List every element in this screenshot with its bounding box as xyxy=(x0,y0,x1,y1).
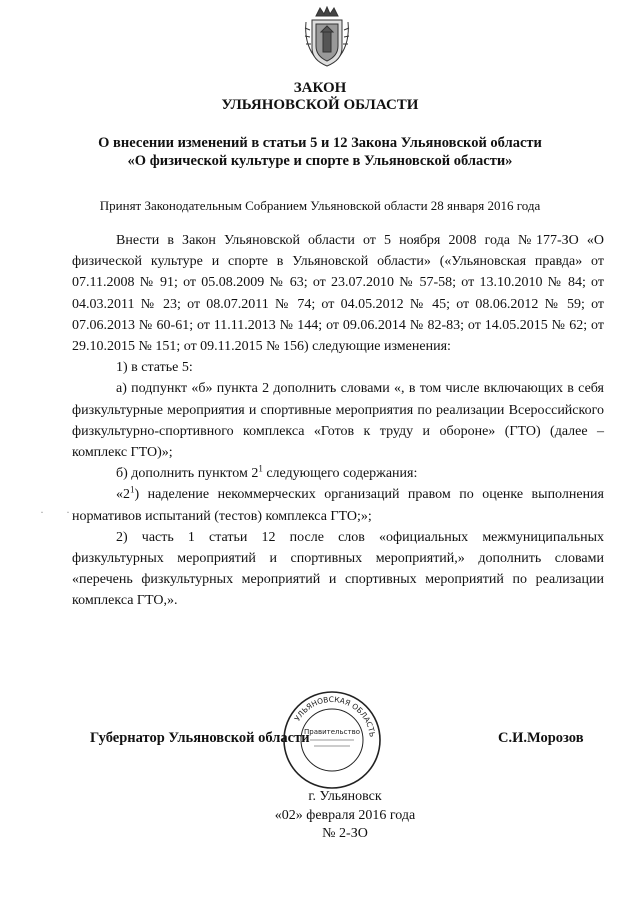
item-1b-text: б) дополнить пунктом 2 xyxy=(116,466,259,482)
item-1b-tail: следующего содержания: xyxy=(262,466,418,482)
seal-inner-text: Правительство xyxy=(304,728,360,736)
city: г. Ульяновск xyxy=(308,789,382,804)
item-1b xyxy=(72,463,604,484)
document-body xyxy=(72,230,604,612)
quoted-point-superscript: 1 xyxy=(130,484,135,495)
title-law: ЗАКОН xyxy=(293,80,347,96)
adoption-note: Принят Законодательным Собранием Ульяновской области 28 января 2016 года xyxy=(99,198,541,213)
quoted-point xyxy=(72,484,604,526)
item-1a: а) подпункт «б» пункта 2 дополнить словами «, в том числе включающих в себя физкультурные мероприятия и спортивные мероприятия по реализации Всероссийского физкультурно-спортивного комплекса «Готов к труду и обороне» (ГТО) (далее – комплекс ГТО)»; xyxy=(72,381,604,461)
document-subject xyxy=(0,134,640,170)
law-number: № 2-ЗО xyxy=(322,826,368,841)
signatory-name: С.И.Морозов xyxy=(498,730,584,746)
date: «02» февраля 2016 года xyxy=(274,807,416,823)
seal-ring-text: УЛЬЯНОВСКАЯ ОБЛАСТЬ xyxy=(292,694,377,738)
title-region: УЛЬЯНОВСКОЙ ОБЛАСТИ xyxy=(221,97,419,113)
coat-of-arms-icon xyxy=(302,6,352,70)
scan-dot: · xyxy=(66,505,70,519)
signatory-title: Губернатор Ульяновской области xyxy=(90,730,310,746)
place-date-number xyxy=(0,788,640,844)
quoted-point-text: ) наделение некоммерческих организаций правом по оценке выполнения нормативов испытаний (тестов) комплекса ГТО;»; xyxy=(72,487,604,524)
item-1: 1) в статье 5: xyxy=(116,360,193,376)
intro-paragraph: Внести в Закон Ульяновской области от 5 ноября 2008 года №177-ЗО «О физической культуре и спорте в Ульяновской области» («Ульяновская правда» от 07.11.2008 № 91; от 05.08.2009 № 63; от 23.07.2010 № 57-58; от 13.10.2010 № 84; от 04.03.2011 № 23; от 08.07.2011 № 74; от 04.05.2012 № 45; от 08.06.2012 № 59; от 07.06.2013 № 60-61; от 11.11.2013 № 144; от 09.06.2014 № 82-83; от 14.05.2015 № 62; от 29.10.2015 № 151; от 09.11.2015 № 156) следующие изменения: xyxy=(72,233,604,355)
subject-line-1: О внесении изменений в статьи 5 и 12 Закона Ульяновской области xyxy=(98,135,542,151)
document-title xyxy=(0,80,640,114)
item-2: 2) часть 1 статьи 12 после слов «официальных межмуниципальных физкультурных мероприятий и спортивных мероприятий,» дополнить словами «перечень физкультурных мероприятий и спортивных мероприятий по реализации комплекса ГТО,». xyxy=(72,529,604,609)
item-1b-superscript: 1 xyxy=(258,463,263,474)
subject-line-2: «О физической культуре и спорте в Ульяновской области» xyxy=(127,153,513,169)
quoted-point-start: «2 xyxy=(116,487,130,503)
scan-dot: · xyxy=(40,505,44,519)
